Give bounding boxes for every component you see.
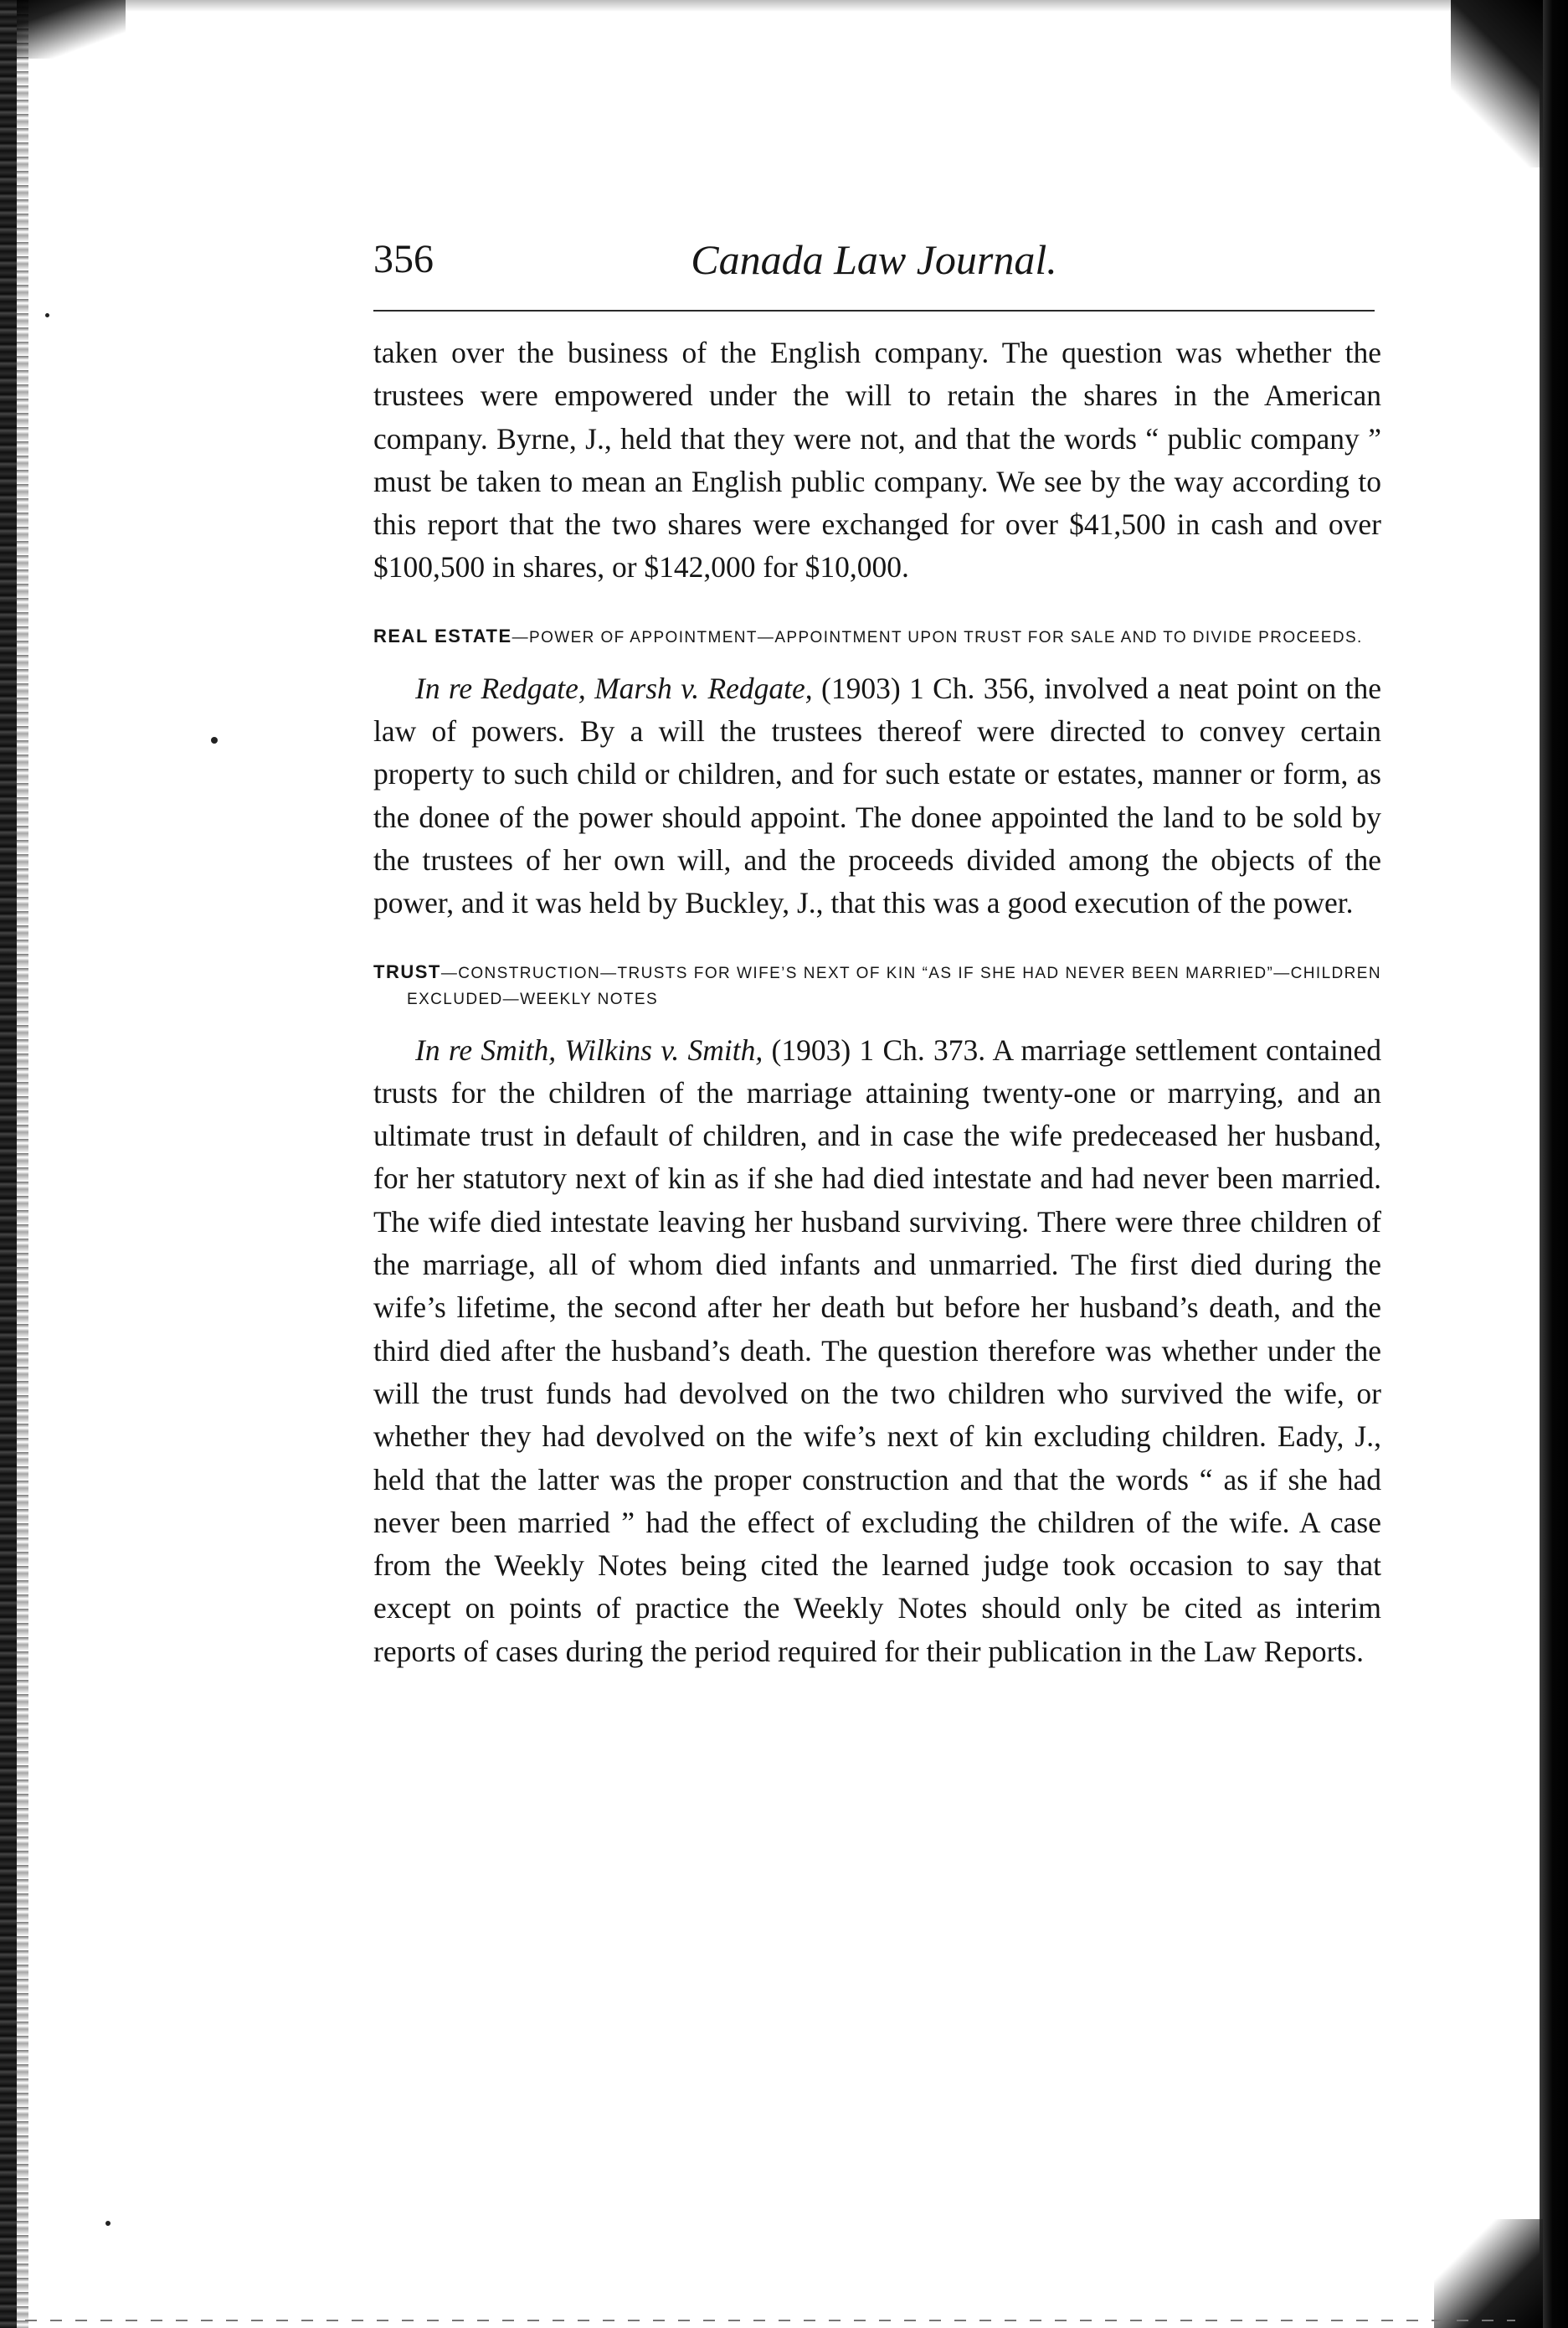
heading-lead: REAL ESTATE <box>373 625 512 646</box>
case-paragraph-redgate <box>373 667 1381 925</box>
section-heading-trust <box>373 959 1381 1012</box>
page-top-edge <box>0 0 1568 12</box>
section-heading-real-estate <box>373 623 1381 651</box>
scan-speck <box>105 2221 111 2226</box>
running-head <box>373 234 1375 312</box>
case-name: In re Redgate, Marsh v. Redgate, <box>415 671 813 705</box>
heading-subtitle: —CONSTRUCTION—TRUSTS FOR WIFE’S NEXT OF KIN “AS IF SHE HAD NEVER BEEN MARRIED”—CHILDREN EXCLUDED—WEEKLY NOTES <box>407 964 1381 1008</box>
case-name: In re Smith, Wilkins v. Smith, <box>415 1033 763 1067</box>
top-right-scan-shadow <box>1451 0 1543 167</box>
page-number: 356 <box>373 237 434 281</box>
scan-speck <box>45 313 49 317</box>
bottom-right-scan-shadow <box>1434 2219 1543 2328</box>
text-column <box>373 332 1381 1673</box>
case-body: (1903) 1 Ch. 373. A marriage settlement contained trusts for the children of the marriage attaining twenty-one or marrying, and an ultimate trust in default of children, and in case the wife predeceased her husband, for her statutory next of kin as if she had died intestate and had never been married. The wife died intestate leaving her husband surviving. There were three children of the marriage, all of whom died infants and unmarried. The first died during the wife’s lifetime, the second after her death but before her husband’s death, and the third died after the husband’s death. The question therefore was whether under the will the trust funds had devolved on the two children who survived the wife, or whether they had devolved on the wife’s next of kin excluding children. Eady, J., held that the latter was the proper construction and that the words “ as if she had never been married ” had the effect of excluding the children of the wife. A case from the Weekly Notes being cited the learned judge took occasion to say that except on points of practice the Weekly Notes should only be cited as interim reports of cases during the period required for their publication in the Law Reports. <box>373 1033 1382 1668</box>
page-left-speckle <box>17 0 28 2328</box>
page-right-edge <box>1540 0 1568 2328</box>
journal-title: Canada Law Journal. <box>691 236 1057 283</box>
scan-speck <box>211 737 218 744</box>
page-bottom-edge <box>25 2320 1515 2321</box>
page-left-edge <box>0 0 17 2328</box>
intro-paragraph: taken over the business of the English company. The question was whether the trustees were empowered under the will to retain the shares in the American company. Byrne, J., held that they were not, and that the words “ public company ” must be taken to mean an English public company. We see by the way according to this report that the two shares were exchanged for over $41,500 in cash and over $100,500 in shares, or $142,000 for $10,000. <box>373 336 1381 585</box>
heading-subtitle: —POWER OF APPOINTMENT—APPOINTMENT UPON TRUST FOR SALE AND TO DIVIDE PROCEEDS. <box>512 628 1363 646</box>
case-body: (1903) 1 Ch. 356, involved a neat point on the law of powers. By a will the trustees thereof were directed to convey certain property to such child or children, and for such estate or estates, manner or form, as the donee of the power should appoint. The donee appointed the land to be sold by the trustees of her own will, and the proceeds divided among the objects of the power, and it was held by Buckley, J., that this was a good execution of the power. <box>373 671 1381 920</box>
case-paragraph-smith <box>373 1029 1381 1673</box>
heading-lead: TRUST <box>373 961 441 982</box>
